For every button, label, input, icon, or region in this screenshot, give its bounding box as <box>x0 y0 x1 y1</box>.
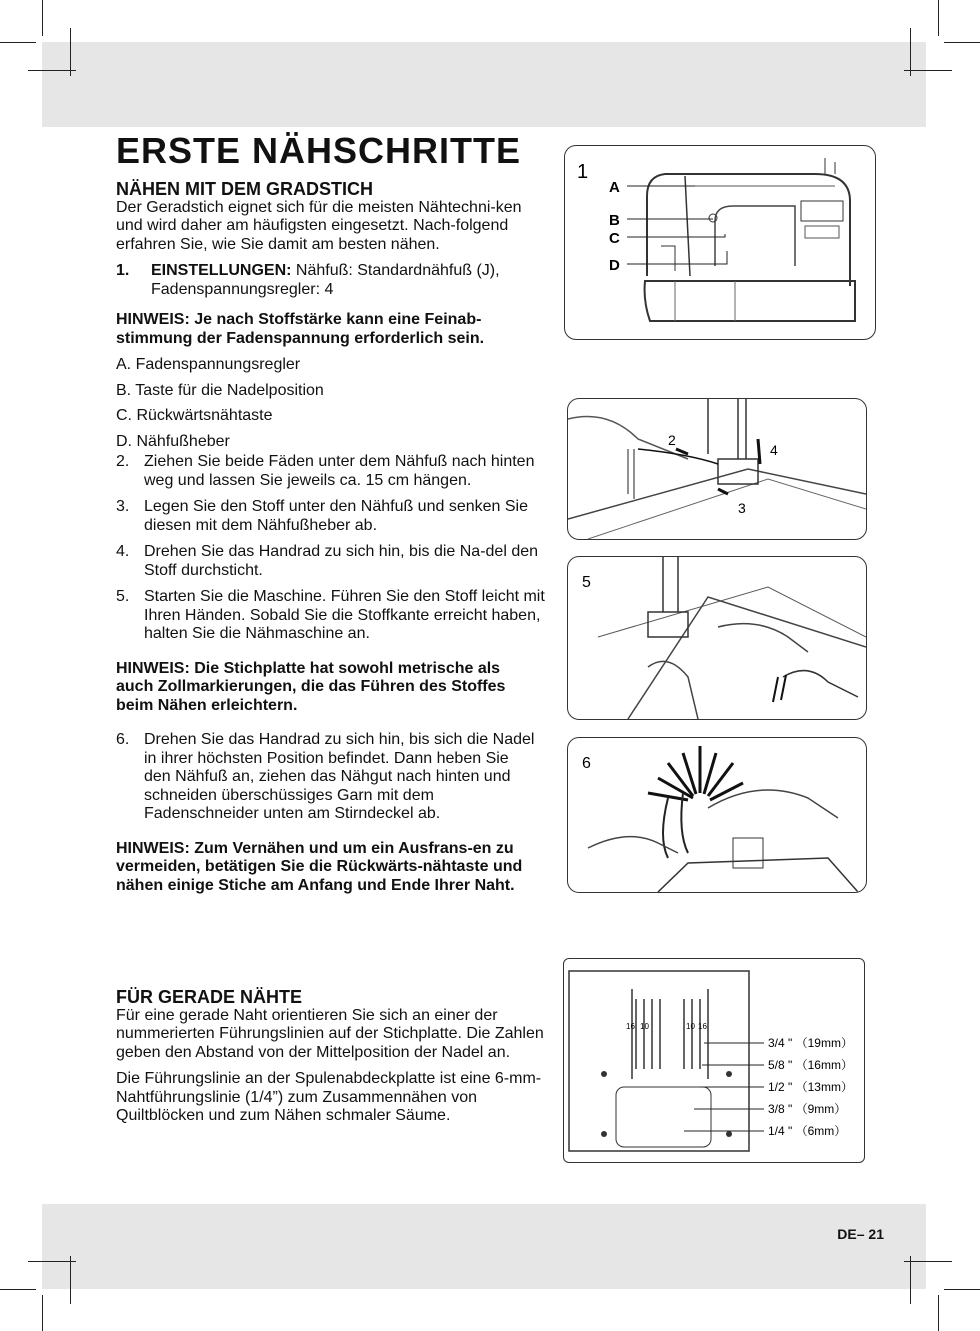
section-straight-stitch <box>116 180 548 895</box>
step-6 <box>116 731 539 824</box>
plate-mark: 10 <box>640 1022 649 1031</box>
crop-mark <box>28 70 76 71</box>
guide-label: 5/8 " （16mm） <box>768 1058 853 1072</box>
note-plate-markings: HINWEIS: Die Stichplatte hat sowohl metrische als auch Zollmarkierungen, die das Führen des Stoffes beim Nähen erleichtern. <box>116 659 506 714</box>
crop-mark <box>944 1289 980 1290</box>
step-4 <box>116 543 548 580</box>
guide-text: Die Führungslinie an der Spulenabdeckplatte ist eine 6-mm-Nahtführungslinie (1/4”) zum Zusammennähen von Quiltblöcken und zum Nähen schmaler Säume. <box>116 1070 542 1124</box>
step-number: 2. <box>116 453 130 470</box>
crop-mark <box>904 70 952 71</box>
crop-mark <box>944 42 980 43</box>
crop-mark <box>70 28 71 76</box>
step-number: 1. <box>116 262 130 279</box>
crop-mark <box>904 1261 952 1262</box>
step-label: 2 <box>668 432 676 448</box>
callout-label: B <box>609 212 620 229</box>
figure-cut-thread <box>567 737 867 893</box>
part-item: A. Fadenspannungsregler <box>116 356 301 373</box>
section-heading: FÜR GERADE NÄHTE <box>116 987 303 1007</box>
step-1 <box>116 262 548 299</box>
step-label: 3 <box>738 500 746 516</box>
callout-label: C <box>609 230 620 247</box>
part-item: C. Rückwärtsnähtaste <box>116 407 273 424</box>
crop-mark <box>28 1261 76 1262</box>
step-number: 4. <box>116 543 130 560</box>
figure-number: 5 <box>582 574 591 591</box>
figure-number: 6 <box>582 755 591 772</box>
note-backstitch: HINWEIS: Zum Vernähen und um ein Ausfrans-en zu vermeiden, betätigen Sie die Rückwärts-nähtaste und nähen einige Stiche am Anfang und Ende Ihrer Naht. <box>116 839 523 894</box>
figure-sewing-machine <box>564 145 876 340</box>
step-text: Ziehen Sie beide Fäden unter dem Nähfuß nach hinten weg und lassen Sie jeweils ca. 15 cm hängen. <box>144 453 535 489</box>
guide-label: 1/2 " （13mm） <box>768 1080 853 1094</box>
step-number: 3. <box>116 498 130 515</box>
crop-mark <box>42 0 43 36</box>
guide-label: 3/4 " （19mm） <box>768 1036 853 1050</box>
step-text: Drehen Sie das Handrad zu sich hin, bis sich die Nadel in ihrer höchsten Position befindet. Dann heben Sie den Nähfuß an, ziehen das Nähgut nach hinten und schneiden überschüssiges Garn mit dem Fadenschneider unten am Stirndeckel ab. <box>144 731 535 822</box>
plate-mark: 16 <box>626 1022 635 1031</box>
part-item: D. Nähfußheber <box>116 432 230 450</box>
plate-mark: 10 <box>686 1022 695 1031</box>
crop-mark <box>910 28 911 76</box>
crop-mark <box>938 0 939 36</box>
part-item: B. Taste für die Nadelposition <box>116 381 324 399</box>
step-text: Nähfuß: Standardnähfuß (J), Fadenspannungsregler: 4 <box>151 262 500 298</box>
header-band <box>42 42 926 127</box>
callout-label: A <box>609 179 620 196</box>
crop-mark <box>0 42 36 43</box>
figure-thread-placement <box>567 398 867 540</box>
footer-band <box>42 1204 926 1289</box>
step-label: EINSTELLUNGEN: <box>151 262 292 279</box>
crop-mark <box>0 1289 36 1290</box>
intro-text: Der Geradstich eignet sich für die meisten Nähtechni-ken und wird daher am häufigsten eingesetzt. Nach-folgend erfahren Sie, wie Sie damit am besten nähen. <box>116 198 522 253</box>
step-number: 6. <box>116 731 130 748</box>
step-text: Legen Sie den Stoff unter den Nähfuß und senken Sie diesen mit dem Nähfußheber ab. <box>144 498 528 534</box>
step-2 <box>116 453 548 490</box>
guide-label: 3/8 " （9mm） <box>768 1102 847 1116</box>
step-text: Starten Sie die Maschine. Führen Sie den Stoff leicht mit Ihren Händen. Sobald Sie die Stoffkante erreicht haben, halten Sie die Nähmaschine an. <box>144 588 545 642</box>
figure-number: 1 <box>577 161 589 183</box>
step-number: 5. <box>116 588 130 605</box>
figure-guiding-fabric <box>567 556 867 720</box>
page-number: DE– 21 <box>837 1226 884 1242</box>
step-5 <box>116 588 548 644</box>
plate-mark: 16 <box>698 1022 707 1031</box>
parts-list <box>116 356 548 451</box>
note-thread-tension: HINWEIS: Je nach Stoffstärke kann eine Feinab-stimmung der Fadenspannung erforderlich sein. <box>116 311 485 347</box>
section-straight-seams <box>116 988 548 1126</box>
guide-label: 1/4 " （6mm） <box>768 1124 847 1138</box>
page-title: ERSTE NÄHSCHRITTE <box>116 130 522 171</box>
step-text: Drehen Sie das Handrad zu sich hin, bis die Na-del den Stoff durchsticht. <box>144 543 539 579</box>
crop-mark <box>70 1256 71 1304</box>
step-3 <box>116 498 548 535</box>
step-label: 4 <box>770 442 778 458</box>
figure-needle-plate-guides <box>563 958 865 1163</box>
callout-label: D <box>609 257 620 274</box>
crop-mark <box>938 1295 939 1331</box>
crop-mark <box>910 1256 911 1304</box>
crop-mark <box>42 1295 43 1331</box>
guide-text: Für eine gerade Naht orientieren Sie sich an einer der nummerierten Führungslinien auf der Stichplatte. Die Zahlen geben den Abstand von der Mittelposition der Nadel an. <box>116 1006 544 1061</box>
section-heading: NÄHEN MIT DEM GRADSTICH <box>116 179 373 199</box>
